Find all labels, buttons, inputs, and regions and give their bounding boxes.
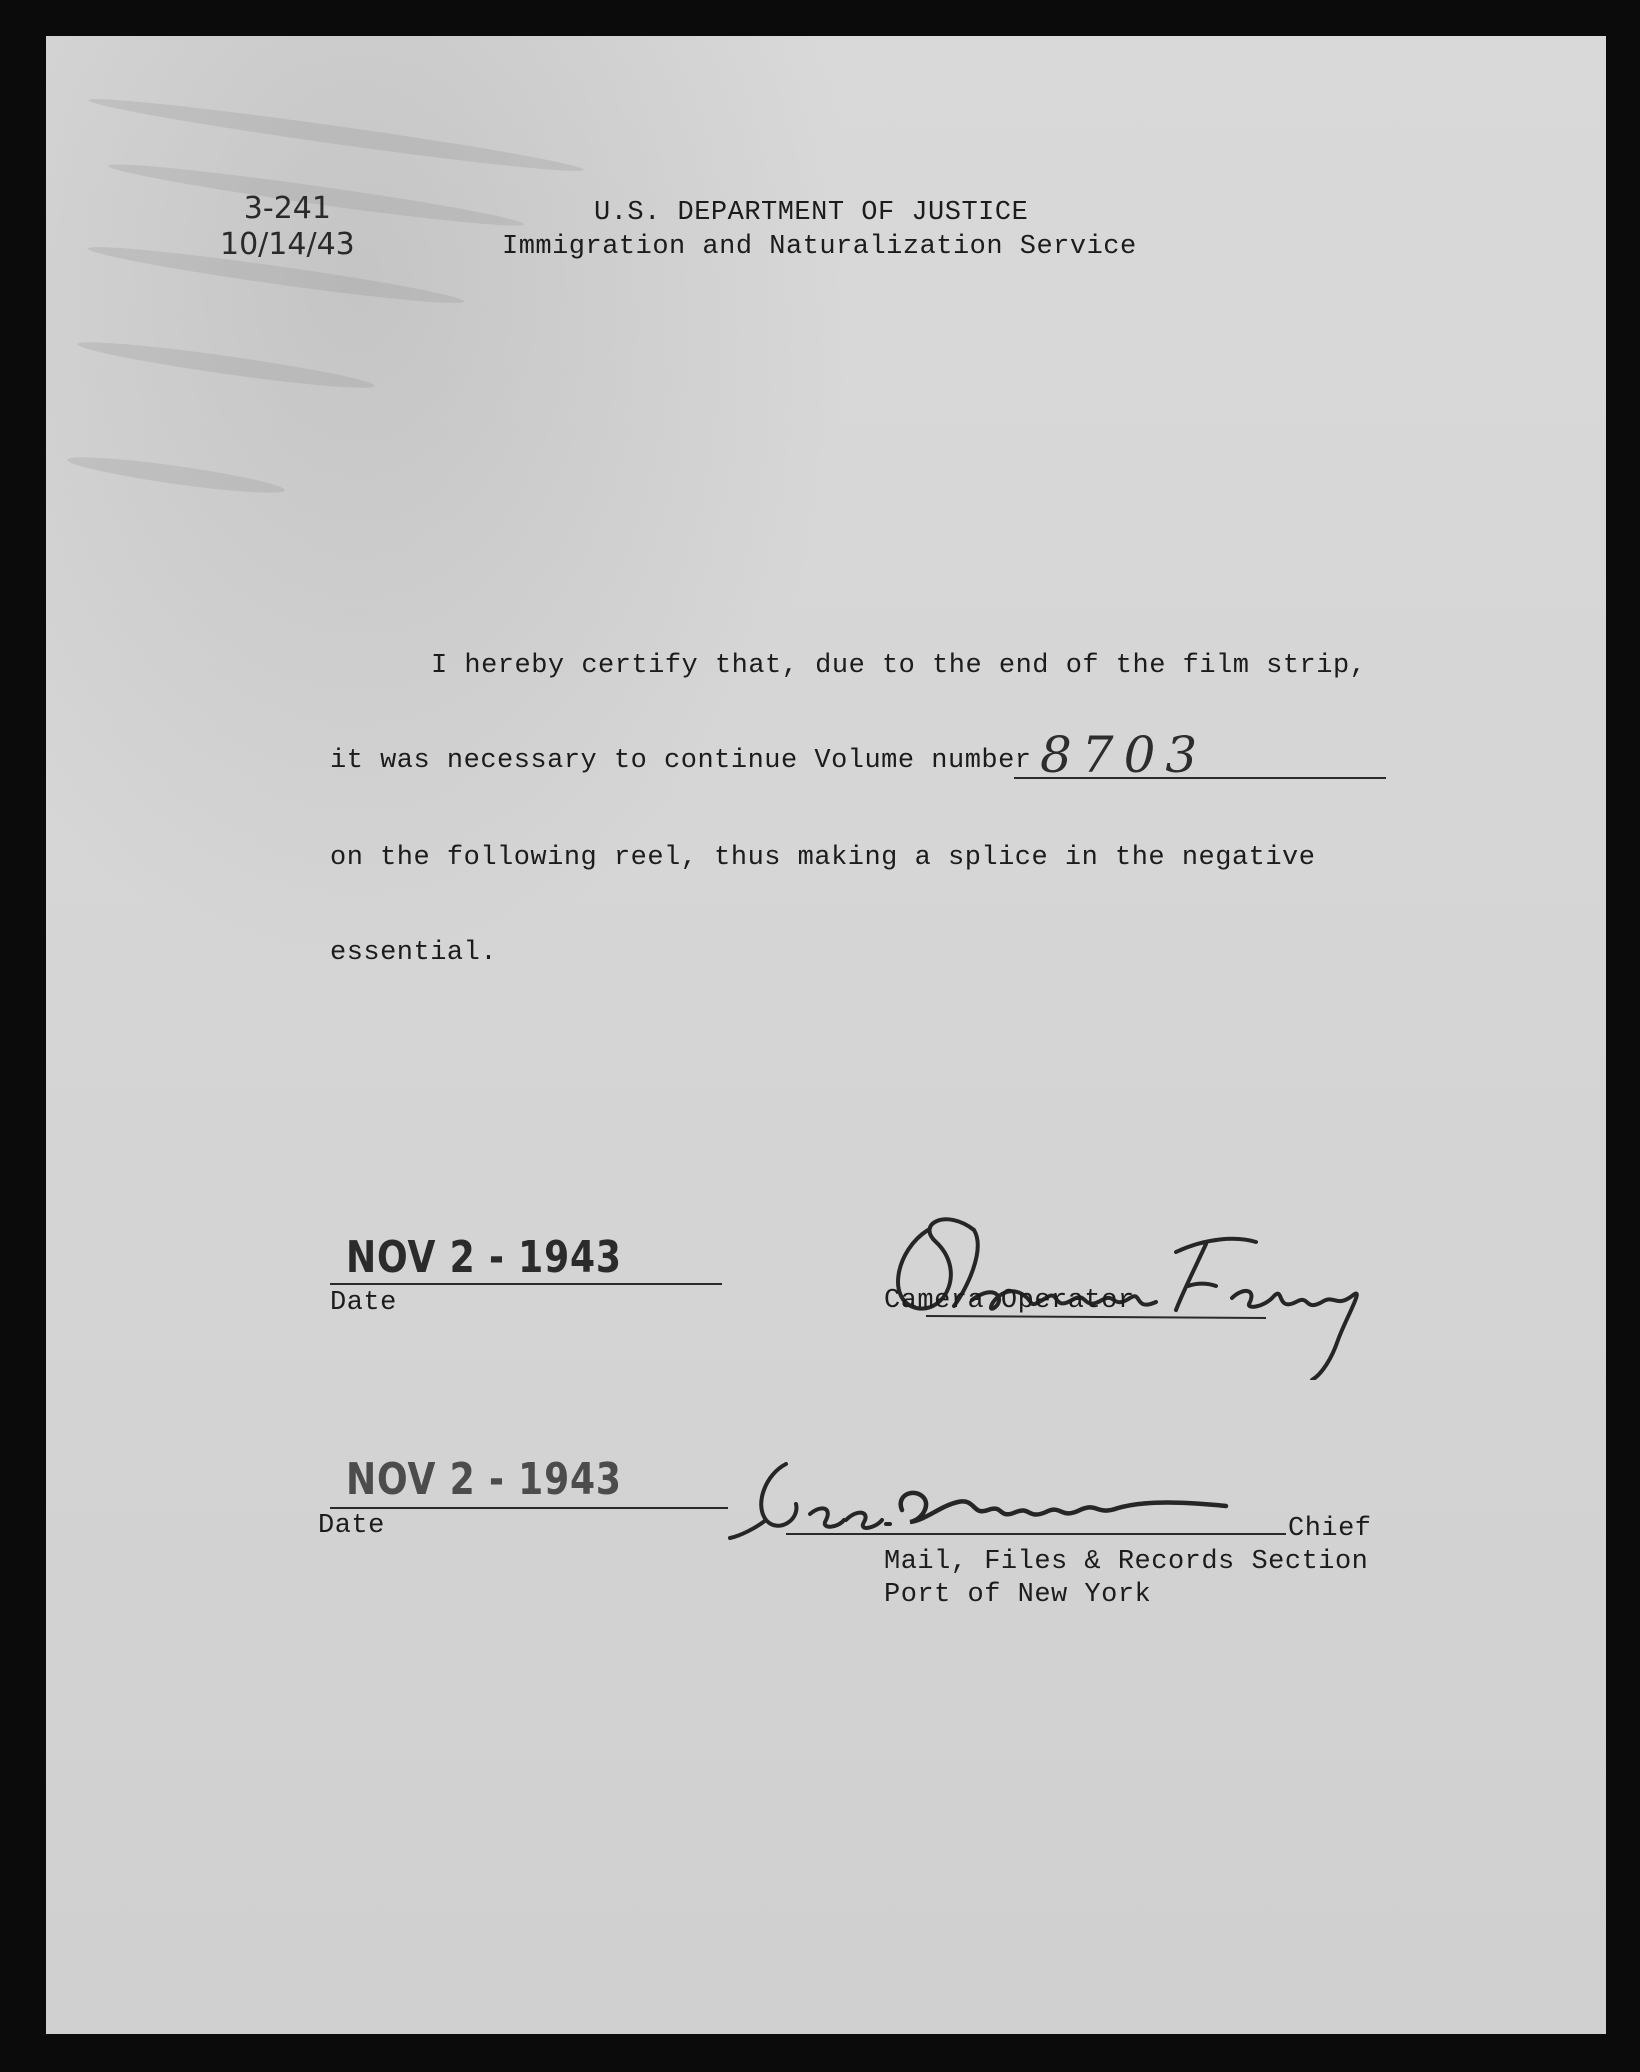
date-rule-2 [330,1507,728,1509]
date-label-1: Date [330,1288,397,1318]
certification-line-1: I hereby certify that, due to the end of the film strip, [431,651,1367,681]
certification-line-3: on the following reel, thus making a splice in the negative [330,843,1316,873]
smudge-mark [66,451,286,499]
date-label-2: Date [318,1511,385,1541]
form-number [220,191,355,263]
document-page [46,36,1606,2034]
header-department: U.S. DEPARTMENT OF JUSTICE [594,198,1029,228]
smudge-mark [87,91,585,178]
date-stamp-2: NOV 2 - 1943 [346,1454,622,1505]
certification-line-2: it was necessary to continue Volume number [330,746,1032,776]
chief-title-line-2: Mail, Files & Records Section [884,1547,1369,1577]
form-code: 3-241 [243,191,331,226]
date-rule-1 [330,1283,722,1285]
chief-signature [726,1424,1326,1564]
chief-title-line-1: Chief [1288,1514,1372,1544]
camera-operator-signature [876,1190,1436,1380]
camera-operator-label: Camera Operator [884,1286,1135,1316]
volume-number: 8703 [1040,726,1208,784]
header-service: Immigration and Naturalization Service [502,232,1137,262]
smudge-mark [76,335,376,395]
form-date: 10/14/43 [220,227,355,262]
chief-title-line-3: Port of New York [884,1580,1152,1610]
certification-line-4: essential. [330,938,498,968]
volume-number-rule [1014,777,1386,779]
date-stamp-1: NOV 2 - 1943 [346,1232,622,1283]
